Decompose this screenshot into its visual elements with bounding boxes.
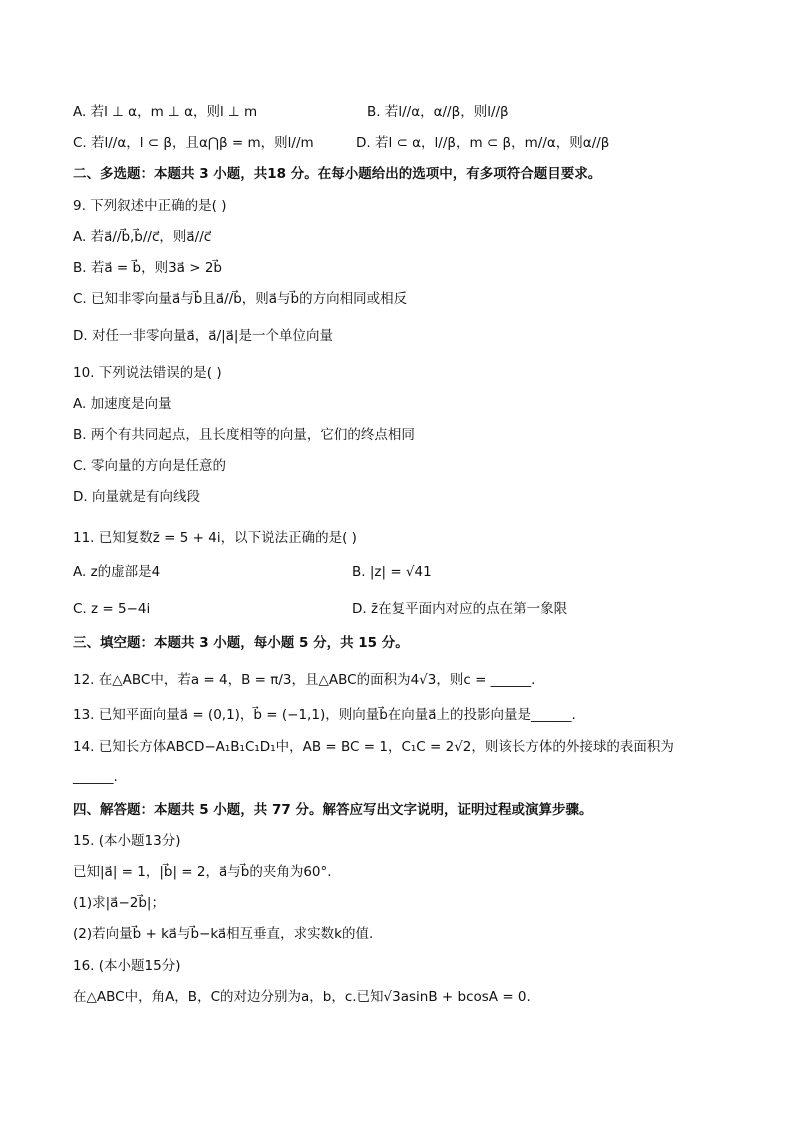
q11-option-b: B. |z| = √41 xyxy=(352,564,432,580)
q9-option-d: D. 对任一非零向量a⃗，a⃗/|a⃗|是一个单位向量 xyxy=(73,328,333,344)
q9-option-a: A. 若a⃗//b⃗,b⃗//c⃗，则a⃗//c⃗ xyxy=(73,229,212,245)
q11-option-d: D. z̄在复平面内对应的点在第一象限 xyxy=(352,601,568,617)
q15-heading: 15. (本小题13分) xyxy=(73,833,181,849)
q15-part-2: (2)若向量b⃗ + ka⃗与b⃗−ka⃗相互垂直，求实数k的值. xyxy=(73,926,374,942)
q8-option-c: C. 若l//α，l ⊂ β，且α⋂β = m，则l//m xyxy=(73,135,314,151)
q10-option-b: B. 两个有共同起点，且长度相等的向量，它们的终点相同 xyxy=(73,427,415,443)
question-14-line-1: 14. 已知长方体ABCD−A₁B₁C₁D₁中，AB = BC = 1，C₁C = 2√2，则该长方体的外接球的表面积为 xyxy=(73,739,674,755)
question-12: 12. 在△ABC中，若a = 4，B = π/3，且△ABC的面积为4√3，则c = ______. xyxy=(73,672,536,688)
section-heading-fill-in: 三、填空题：本题共 3 小题，每小题 5 分，共 15 分。 xyxy=(73,635,409,651)
q8-option-d: D. 若l ⊂ α，l//β，m ⊂ β，m//α，则α//β xyxy=(356,135,610,151)
section-heading-multiple-choice: 二、多选题：本题共 3 小题，共18 分。在每小题给出的选项中，有多项符合题目要求。 xyxy=(73,166,602,182)
q10-option-d: D. 向量就是有向线段 xyxy=(73,489,200,505)
q16-heading: 16. (本小题15分) xyxy=(73,958,181,974)
q8-option-a: A. 若l ⊥ α，m ⊥ α，则l ⊥ m xyxy=(73,104,258,120)
q15-part-1: (1)求|a⃗−2b⃗|； xyxy=(73,895,165,911)
q8-option-b: B. 若l//α，α//β，则l//β xyxy=(367,104,509,120)
q15-given: 已知|a⃗| = 1，|b⃗| = 2，a⃗与b⃗的夹角为60°. xyxy=(73,864,332,880)
q11-stem: 11. 已知复数z̄ = 5 + 4i，以下说法正确的是( ) xyxy=(73,530,357,546)
section-heading-solutions: 四、解答题：本题共 5 小题，共 77 分。解答应写出文字说明，证明过程或演算步骤。 xyxy=(73,802,593,818)
q9-option-b: B. 若a⃗ = b⃗，则3a⃗ > 2b⃗ xyxy=(73,260,222,276)
q11-option-c: C. z = 5−4i xyxy=(73,601,151,617)
q10-option-c: C. 零向量的方向是任意的 xyxy=(73,458,227,474)
q11-option-a: A. z的虚部是4 xyxy=(73,564,161,580)
q10-option-a: A. 加速度是向量 xyxy=(73,396,172,412)
q9-option-c: C. 已知非零向量a⃗与b⃗且a⃗//b⃗，则a⃗与b⃗的方向相同或相反 xyxy=(73,291,408,307)
q16-given: 在△ABC中，角A，B，C的对边分别为a，b，c.已知√3asinB + bcosA = 0. xyxy=(73,989,531,1005)
q9-stem: 9. 下列叙述中正确的是( ) xyxy=(73,198,227,214)
q10-stem: 10. 下列说法错误的是( ) xyxy=(73,365,222,381)
question-13: 13. 已知平面向量a⃗ = (0,1)，b⃗ = (−1,1)，则向量b⃗在向量a⃗上的投影向量是______. xyxy=(73,707,576,723)
question-14-line-2: ______. xyxy=(73,769,118,785)
